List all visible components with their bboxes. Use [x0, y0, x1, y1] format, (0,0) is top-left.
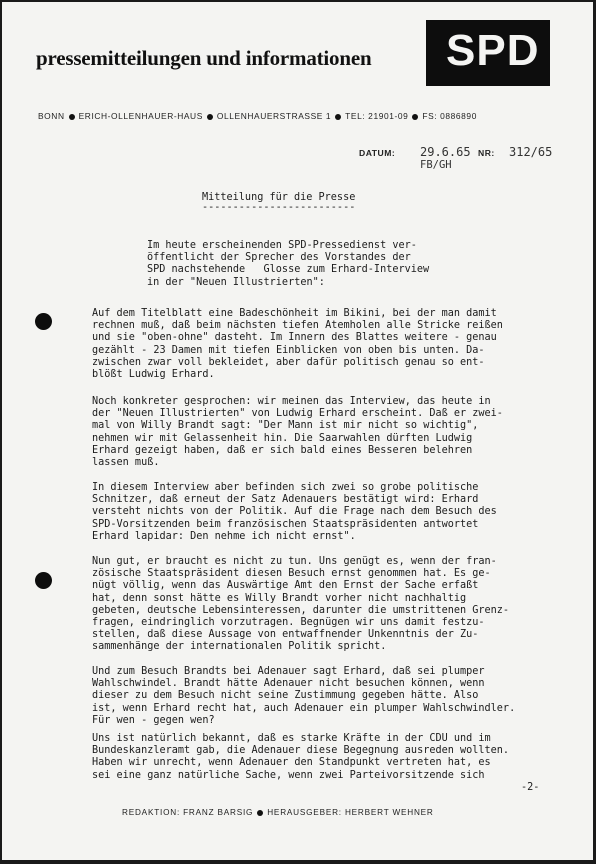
paragraph-4: Nun gut, er braucht es nicht zu tun. Uns genügt es, wenn der fran- zösische Staatspräsident diesen Besuch ernst genommen hat. Es ge- nügt völlig, wenn das Auswärtige Amt den Ernst der Sache erfaßt hat, denn sonst hätte es Willy Brandt vorher nicht nachhaltig gebeten, deutsche Lebensinteressen, darunter die umstrittenen Grenz- fragen, eindringlich vorzutragen. Begnügen wir uns damit festzu- stellen, daß diese Aussage von entwaffnender Unkenntnis der Zu- sammenhänge der internationalen Politik spricht. [92, 556, 510, 653]
page-heading: Mitteilung für die Presse [202, 192, 356, 203]
paragraph-6: Uns ist natürlich bekannt, daß es starke Kräfte in der CDU und im Bundeskanzleramt gab, die Adenauer diese Begegnung ausreden wollten. Haben wir unrecht, wenn Adenauer den Standpunkt vertreten hat, es sei eine ganz natürliche Sache, wenn zwei Parteivorsitzende sich [92, 733, 510, 781]
bullet-icon [207, 114, 213, 120]
bullet-icon [257, 810, 263, 816]
footer-herausgeber: HERAUSGEBER: HERBERT WEHNER [267, 808, 434, 817]
address-fs: FS: 0886890 [422, 111, 477, 121]
intro-text: Im heute erscheinenden SPD-Pressedienst ver- öffentlicht der Sprecher des Vorstandes der SPD nachstehende Glosse zum Erhard-Interview in der "Neuen Illustrierten": [147, 240, 430, 288]
footer-credits [122, 808, 434, 817]
datum-label: DATUM: [359, 148, 396, 158]
bullet-icon [412, 114, 418, 120]
document-page [2, 2, 593, 860]
initials: FB/GH [420, 159, 452, 171]
address-house: ERICH-OLLENHAUER-HAUS [78, 111, 203, 121]
address-tel: TEL: 21901-09 [345, 111, 409, 121]
masthead-title: pressemitteilungen und informationen [36, 46, 372, 70]
paragraph-3: In diesem Interview aber befinden sich zwei so grobe politische Schnitzer, daß erneut der Satz Adenauers bestätigt wird: Erhard versteht nichts von der Politik. Auf die Frage nach dem Besuch des SPD-Vorsitzenden beim französischen Staatspräsidenten antwortet Erhard lapidar: Den nehme ich nicht ernst". [92, 482, 497, 542]
address-street: OLLENHAUERSTRASSE 1 [216, 111, 332, 121]
address-line [38, 111, 477, 121]
bullet-icon [335, 114, 341, 120]
nr-value: 312/65 [509, 145, 553, 159]
heading-underline: ------------------------- [202, 202, 356, 213]
next-page-marker: -2- [521, 782, 540, 793]
punch-hole-icon [35, 572, 52, 589]
bullet-icon [69, 114, 75, 120]
footer-redaktion: REDAKTION: FRANZ BARSIG [122, 808, 254, 817]
datum-value: 29.6.65 [420, 145, 471, 159]
punch-hole-icon [35, 313, 52, 330]
paragraph-5: Und zum Besuch Brandts bei Adenauer sagt Erhard, daß sei plumper Wahlschwindel. Brandt hätte Adenauer nicht besuchen können, wenn dieser zu dem Besuch nicht seine Zustimmung gegeben hätte. Also ist, wenn Erhard recht hat, auch Adenauer ein plumper Wahlschwindler. Für wen - gegen wen? [92, 666, 516, 726]
nr-label: NR: [478, 148, 495, 158]
paragraph-2: Noch konkreter gesprochen: wir meinen das Interview, das heute in der "Neuen Illustrierten" von Ludwig Erhard erscheint. Daß er zwei- mal von Willy Brandt sagt: "Der Mann ist mir nicht so wichtig", nehmen wir mit Gelassenheit hin. Die Saarwahlen dürften Ludwig Erhard gezeigt haben, daß er sich bald eines Besseren belehren lassen muß. [92, 396, 503, 469]
address-city: BONN [38, 111, 65, 121]
spd-logo: SPD [446, 26, 540, 75]
paragraph-1: Auf dem Titelblatt eine Badeschönheit im Bikini, bei der man damit rechnen muß, daß beim nächsten tiefen Atemholen alle Stricke reißen und sie "oben-ohne" dasteht. Im Innern des Blattes weitere - genau gezählt - 23 Damen mit tiefen Einblicken von oben bis unten. Da- zwischen zwar voll bekleidet, aber dafür politisch genau so ent- blößt Ludwig Erhard. [92, 308, 503, 381]
